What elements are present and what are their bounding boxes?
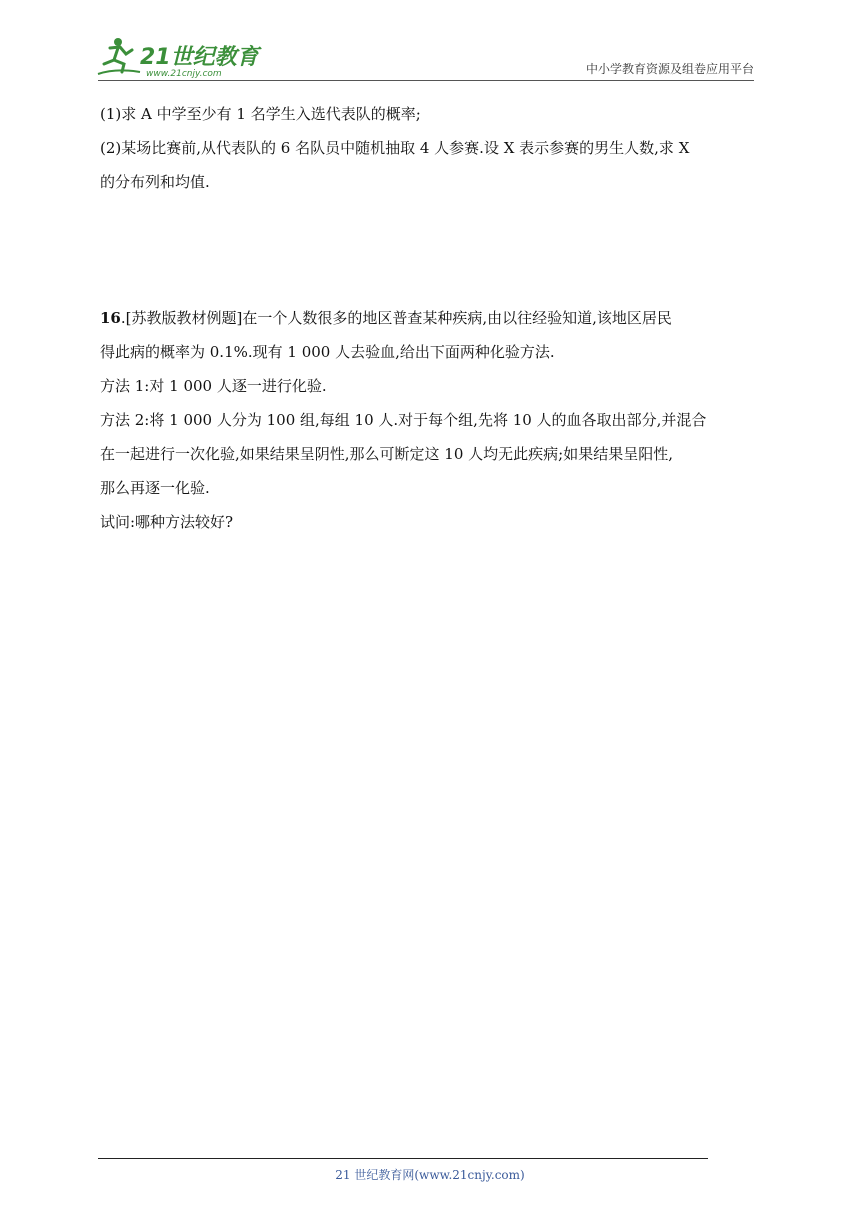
q15-part2-line1: (2)某场比赛前,从代表队的 6 名队员中随机抽取 4 人参赛.设 X 表示参赛的男生人数,求 X [100,139,690,157]
logo-graphic [96,34,266,80]
site-logo [96,34,266,80]
q16-method2-line3: 那么再逐一化验. [100,479,210,497]
header-tagline: 中小学教育资源及组卷应用平台 [585,62,754,76]
q15-part1: (1)求 A 中学至少有 1 名学生入选代表队的概率; [100,105,421,123]
q16-method2-line1: 方法 2:将 1 000 人分为 100 组,每组 10 人.对于每个组,先将 10 人的血各取出部分,并混合 [100,411,707,429]
q16-method2-line2: 在一起进行一次化验,如果结果呈阴性,那么可断定这 10 人均无此疾病;如果结果呈阳性, [100,445,673,463]
q16-line1-text: .[苏教版教材例题]在一个人数很多的地区普查某种疾病,由以往经验知道,该地区居民 [120,309,672,327]
footer-divider [98,1158,708,1159]
logo-url-text: www.21cnjy.com [146,69,222,79]
q16-line2: 得此病的概率为 0.1%.现有 1 000 人去验血,给出下面两种化验方法. [100,343,555,361]
q15-part2-line2: 的分布列和均值. [100,173,210,191]
q16-method1: 方法 1:对 1 000 人逐一进行化验. [100,377,327,395]
header-divider [98,80,754,81]
q16-number: 16 [100,309,121,327]
logo-text: 21世纪教育 [140,45,259,70]
footer-text: 21 世纪教育网(www.21cnjy.com) [335,1168,525,1182]
q16-line1 [100,308,672,328]
q16-question: 试问:哪种方法较好? [100,513,234,531]
